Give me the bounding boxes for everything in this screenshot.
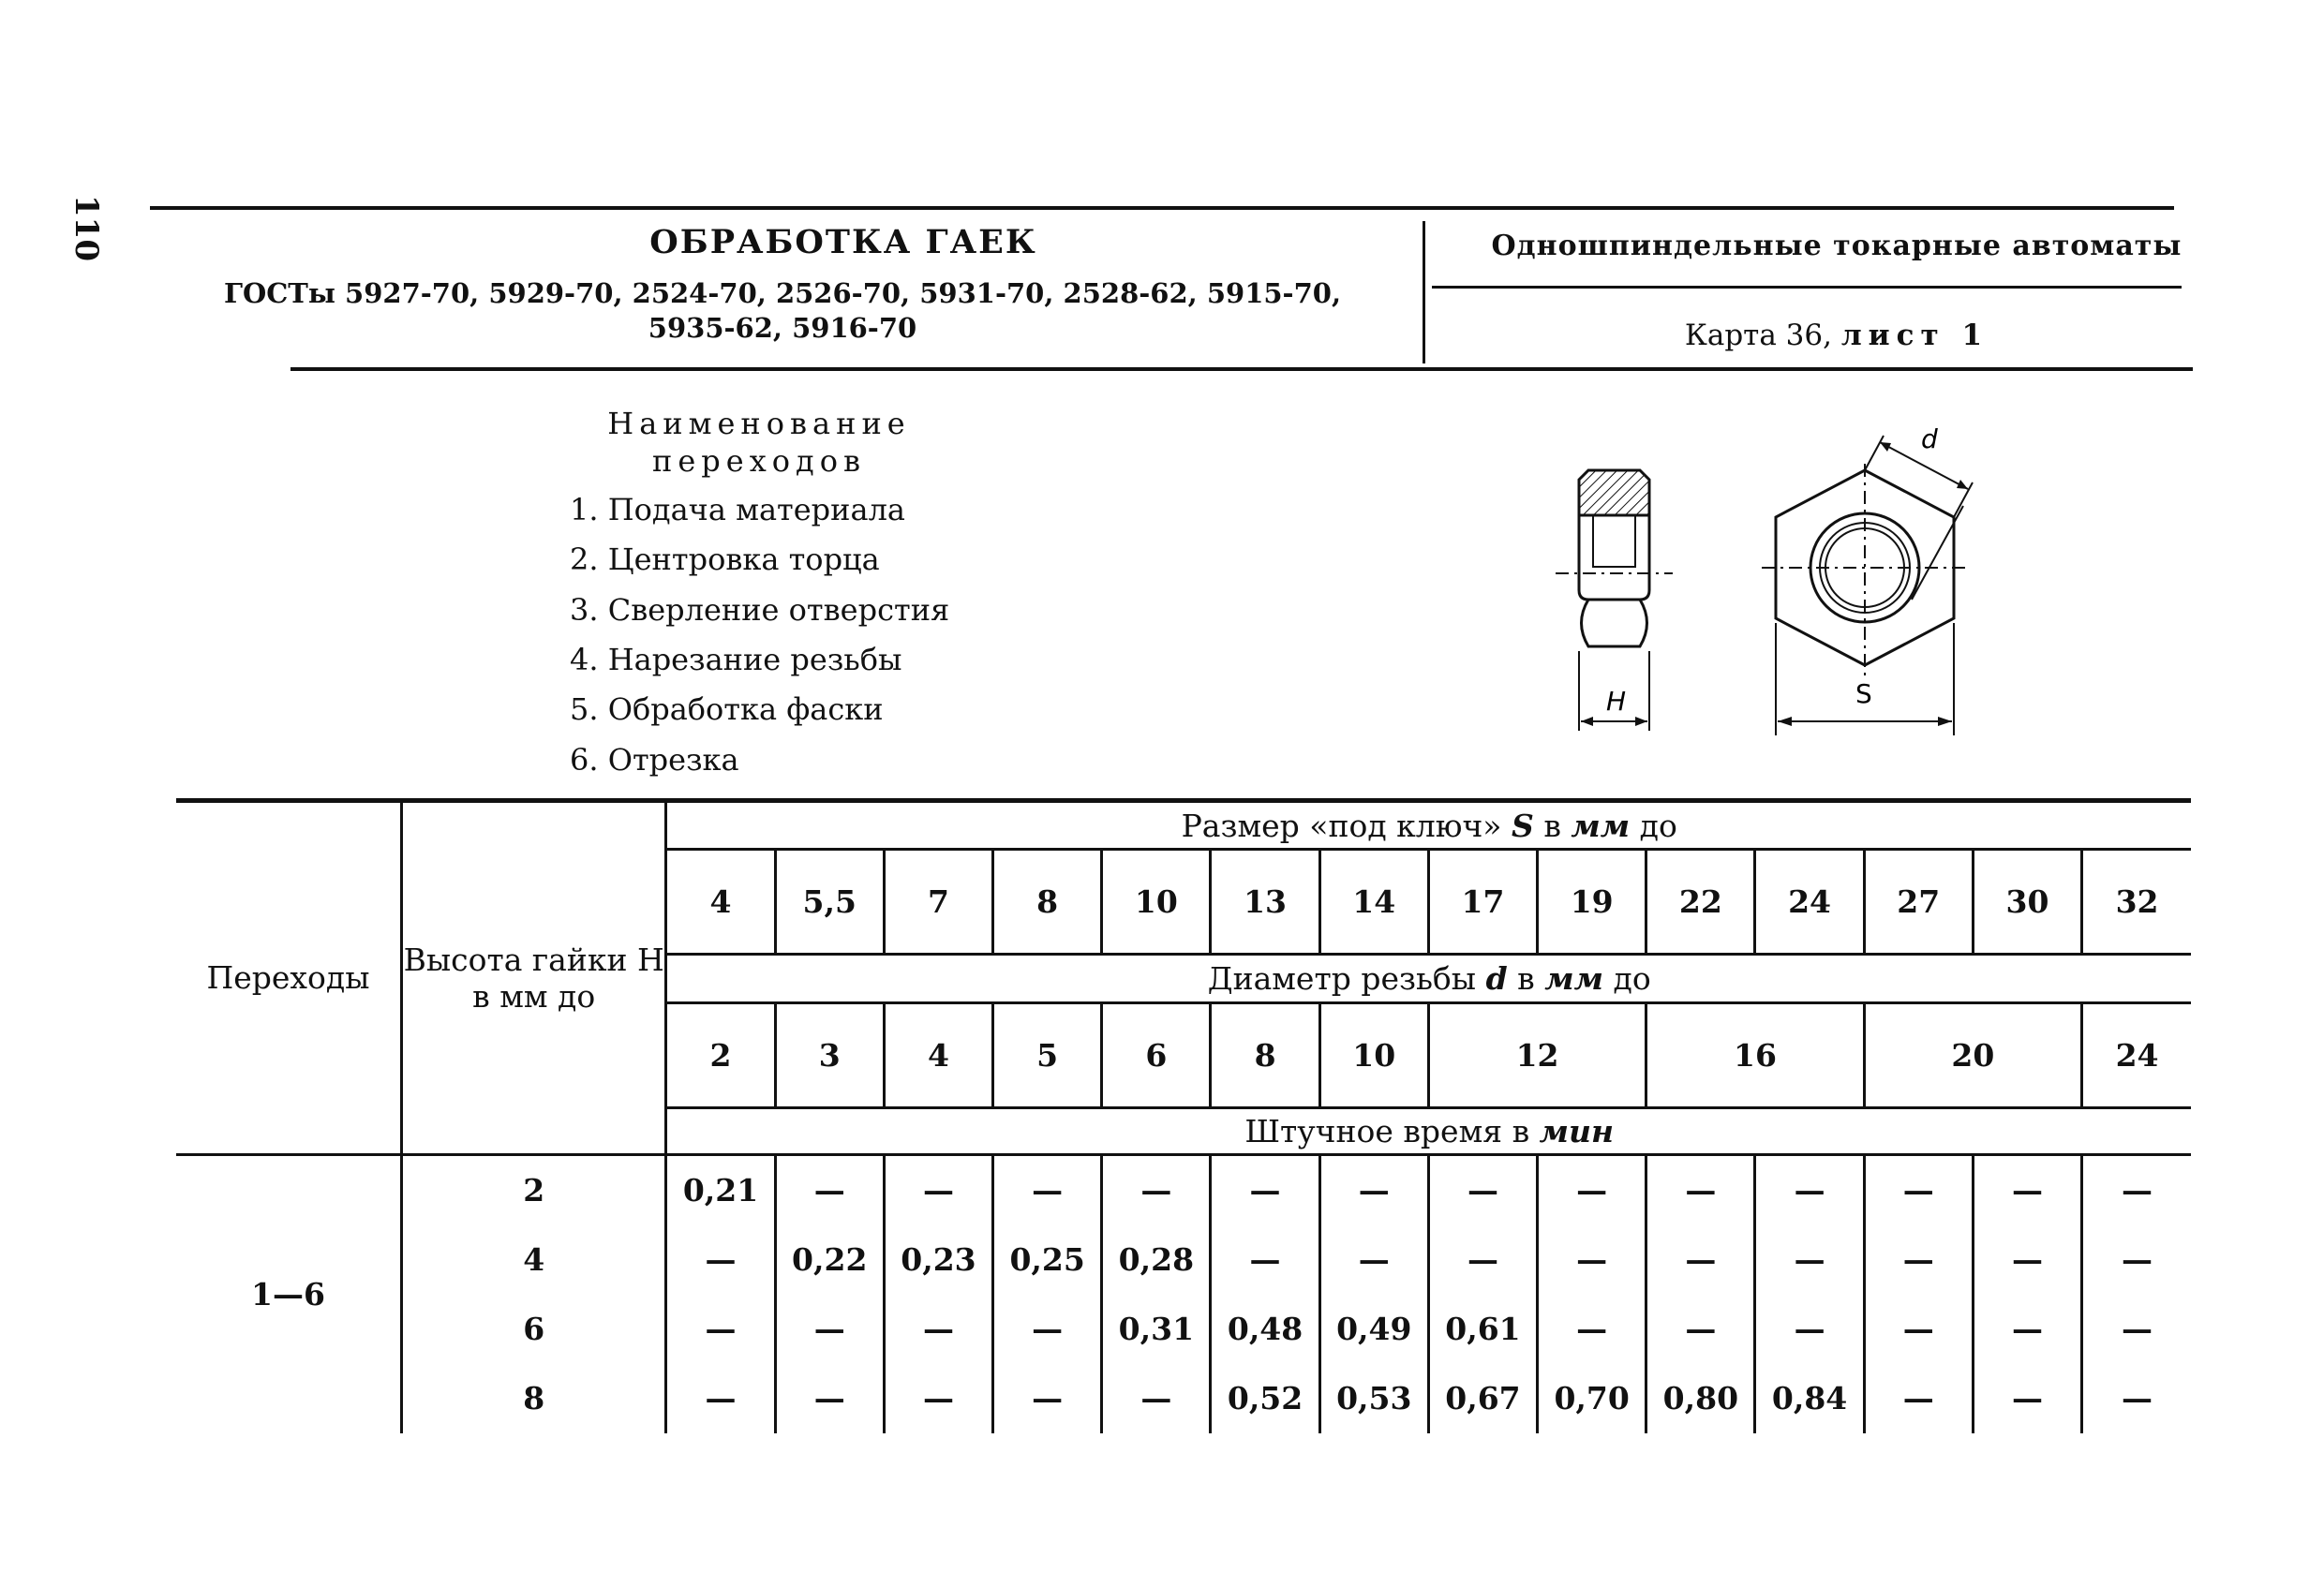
time-cell: —: [993, 1154, 1102, 1225]
s-value: 8: [993, 850, 1102, 955]
time-cell: 0,21: [666, 1154, 775, 1225]
header-divider: [1423, 221, 1425, 363]
time-cell: —: [1538, 1225, 1646, 1295]
header-right-mid-rule: [1432, 286, 2182, 289]
time-cell: —: [1646, 1154, 1755, 1225]
col-header-height: [401, 801, 666, 1155]
s-header-text: Размер «под ключ»: [1181, 807, 1502, 844]
time-cell: —: [1755, 1225, 1864, 1295]
time-header: [666, 1108, 2191, 1153]
time-header-text: Штучное время в: [1244, 1112, 1530, 1149]
table-row: [176, 1154, 2191, 1225]
d-value: 2: [666, 1003, 775, 1108]
table-row: [176, 1295, 2191, 1364]
time-cell: —: [1864, 1364, 1973, 1433]
steps-heading-line-1: Наименование: [607, 406, 911, 441]
s-value: 30: [1973, 850, 2081, 955]
step-item: 3. Сверление отверстия: [570, 592, 950, 628]
time-norms-table: [176, 798, 2191, 1433]
step-item: 2. Центровка торца: [570, 541, 880, 577]
time-cell: —: [884, 1364, 992, 1433]
time-cell: —: [775, 1364, 884, 1433]
time-cell: 0,31: [1102, 1295, 1211, 1364]
gost-line-1: ГОСТы 5927-70, 5929-70, 2524-70, 2526-70, 5931-70, 2528-62, 5915-70,: [223, 277, 1342, 309]
time-cell: —: [2082, 1364, 2191, 1433]
d-value: 3: [775, 1003, 884, 1108]
d-value: 10: [1319, 1003, 1428, 1108]
time-cell: —: [1646, 1225, 1755, 1295]
table-row: [176, 1225, 2191, 1295]
time-cell: —: [775, 1154, 884, 1225]
time-cell: 0,67: [1428, 1364, 1537, 1433]
gost-line-2: 5935-62, 5916-70: [648, 312, 917, 344]
time-cell: —: [1973, 1295, 2081, 1364]
time-header-unit: мин: [1539, 1112, 1615, 1149]
d-value: 5: [993, 1003, 1102, 1108]
transition-group: 1—6: [251, 1276, 325, 1312]
time-cell: —: [2082, 1154, 2191, 1225]
card-sheet: лист 1: [1840, 319, 1989, 352]
time-cell: —: [1646, 1295, 1755, 1364]
card-prefix: Карта 36,: [1684, 319, 1832, 352]
page-number: 110: [67, 195, 105, 261]
time-cell: —: [2082, 1295, 2191, 1364]
time-cell: —: [1973, 1364, 2081, 1433]
time-cell: —: [666, 1225, 775, 1295]
time-cell: 0,48: [1211, 1295, 1319, 1364]
height-value: 8: [401, 1364, 666, 1433]
step-item: 5. Обработка фаски: [570, 691, 884, 727]
time-cell: —: [1211, 1154, 1319, 1225]
time-cell: —: [884, 1154, 992, 1225]
time-cell: —: [1538, 1295, 1646, 1364]
label-s: S: [1855, 678, 1872, 709]
d-value: 20: [1864, 1003, 2081, 1108]
time-cell: 0,52: [1211, 1364, 1319, 1433]
time-cell: —: [993, 1364, 1102, 1433]
d-header-unit: мм: [1544, 960, 1603, 997]
steps-heading-line-2: переходов: [652, 443, 866, 479]
page-title: ОБРАБОТКА ГАЕК: [649, 223, 1037, 261]
time-cell: 0,25: [993, 1225, 1102, 1295]
d-header-text: Диаметр резьбы: [1207, 960, 1477, 997]
time-cell: —: [666, 1295, 775, 1364]
step-item: 1. Подача материала: [570, 492, 905, 527]
s-header-in: в: [1543, 807, 1561, 844]
s-value: 32: [2082, 850, 2191, 955]
s-value: 24: [1755, 850, 1864, 955]
height-value: 2: [401, 1154, 666, 1225]
d-value: 24: [2082, 1003, 2191, 1108]
time-cell: —: [993, 1295, 1102, 1364]
d-value: 16: [1646, 1003, 1864, 1108]
s-value: 14: [1319, 850, 1428, 955]
time-cell: —: [884, 1295, 992, 1364]
time-cell: —: [1102, 1154, 1211, 1225]
s-value: 7: [884, 850, 992, 955]
d-header-in: в: [1517, 960, 1535, 997]
header-bottom-rule: [290, 367, 2193, 371]
col-header-height-line-1: Высота гайки H: [403, 941, 664, 978]
time-cell: 0,22: [775, 1225, 884, 1295]
time-cell: 0,61: [1428, 1295, 1537, 1364]
time-cell: 0,80: [1646, 1364, 1755, 1433]
table-row: [176, 1364, 2191, 1433]
time-cell: 0,53: [1319, 1364, 1428, 1433]
time-cell: —: [1319, 1225, 1428, 1295]
time-cell: —: [1864, 1295, 1973, 1364]
d-header-var: d: [1485, 960, 1508, 997]
time-cell: 0,84: [1755, 1364, 1864, 1433]
time-cell: —: [1211, 1225, 1319, 1295]
s-value: 13: [1211, 850, 1319, 955]
col-header-height-line-2: в мм до: [472, 977, 596, 1015]
time-cell: —: [1973, 1154, 2081, 1225]
machine-type: Одношпиндельные токарные автоматы: [1491, 230, 2182, 262]
s-header-unit: мм: [1571, 807, 1631, 844]
gost-standards: [216, 276, 1349, 346]
height-value: 6: [401, 1295, 666, 1364]
time-cell: —: [2082, 1225, 2191, 1295]
time-cell: —: [1538, 1154, 1646, 1225]
time-cell: 0,28: [1102, 1225, 1211, 1295]
d-value: 6: [1102, 1003, 1211, 1108]
s-value: 22: [1646, 850, 1755, 955]
header-top-rule: [150, 206, 2174, 210]
d-value: 12: [1428, 1003, 1646, 1108]
s-value: 4: [666, 850, 775, 955]
s-value: 5,5: [775, 850, 884, 955]
time-cell: 0,70: [1538, 1364, 1646, 1433]
height-value: 4: [401, 1225, 666, 1295]
step-item: 4. Нарезание резьбы: [570, 642, 902, 677]
d-diameter-header: [666, 955, 2191, 1003]
time-cell: —: [1428, 1154, 1537, 1225]
col-header-transitions: Переходы: [176, 801, 401, 1155]
s-value: 19: [1538, 850, 1646, 955]
time-cell: —: [1864, 1225, 1973, 1295]
s-value: 17: [1428, 850, 1537, 955]
time-cell: 0,49: [1319, 1295, 1428, 1364]
time-cell: —: [1973, 1225, 2081, 1295]
nut-drawing: [1537, 412, 2062, 749]
time-cell: —: [1864, 1154, 1973, 1225]
d-value: 8: [1211, 1003, 1319, 1108]
time-cell: —: [1755, 1295, 1864, 1364]
s-value: 27: [1864, 850, 1973, 955]
step-item: 6. Отрезка: [570, 742, 739, 778]
time-cell: 0,23: [884, 1225, 992, 1295]
time-cell: —: [666, 1364, 775, 1433]
time-cell: —: [1102, 1364, 1211, 1433]
s-header-var: S: [1511, 807, 1534, 844]
time-cell: —: [1428, 1225, 1537, 1295]
time-cell: —: [775, 1295, 884, 1364]
s-header-to: до: [1639, 807, 1677, 844]
d-value: 4: [884, 1003, 992, 1108]
time-cell: —: [1319, 1154, 1428, 1225]
d-header-to: до: [1613, 960, 1651, 997]
label-d: d: [1921, 423, 1938, 454]
steps-heading: [562, 405, 956, 480]
time-cell: —: [1755, 1154, 1864, 1225]
label-h: H: [1606, 686, 1627, 717]
s-value: 10: [1102, 850, 1211, 955]
s-size-header: [666, 801, 2191, 850]
card-number: [1434, 319, 2240, 352]
